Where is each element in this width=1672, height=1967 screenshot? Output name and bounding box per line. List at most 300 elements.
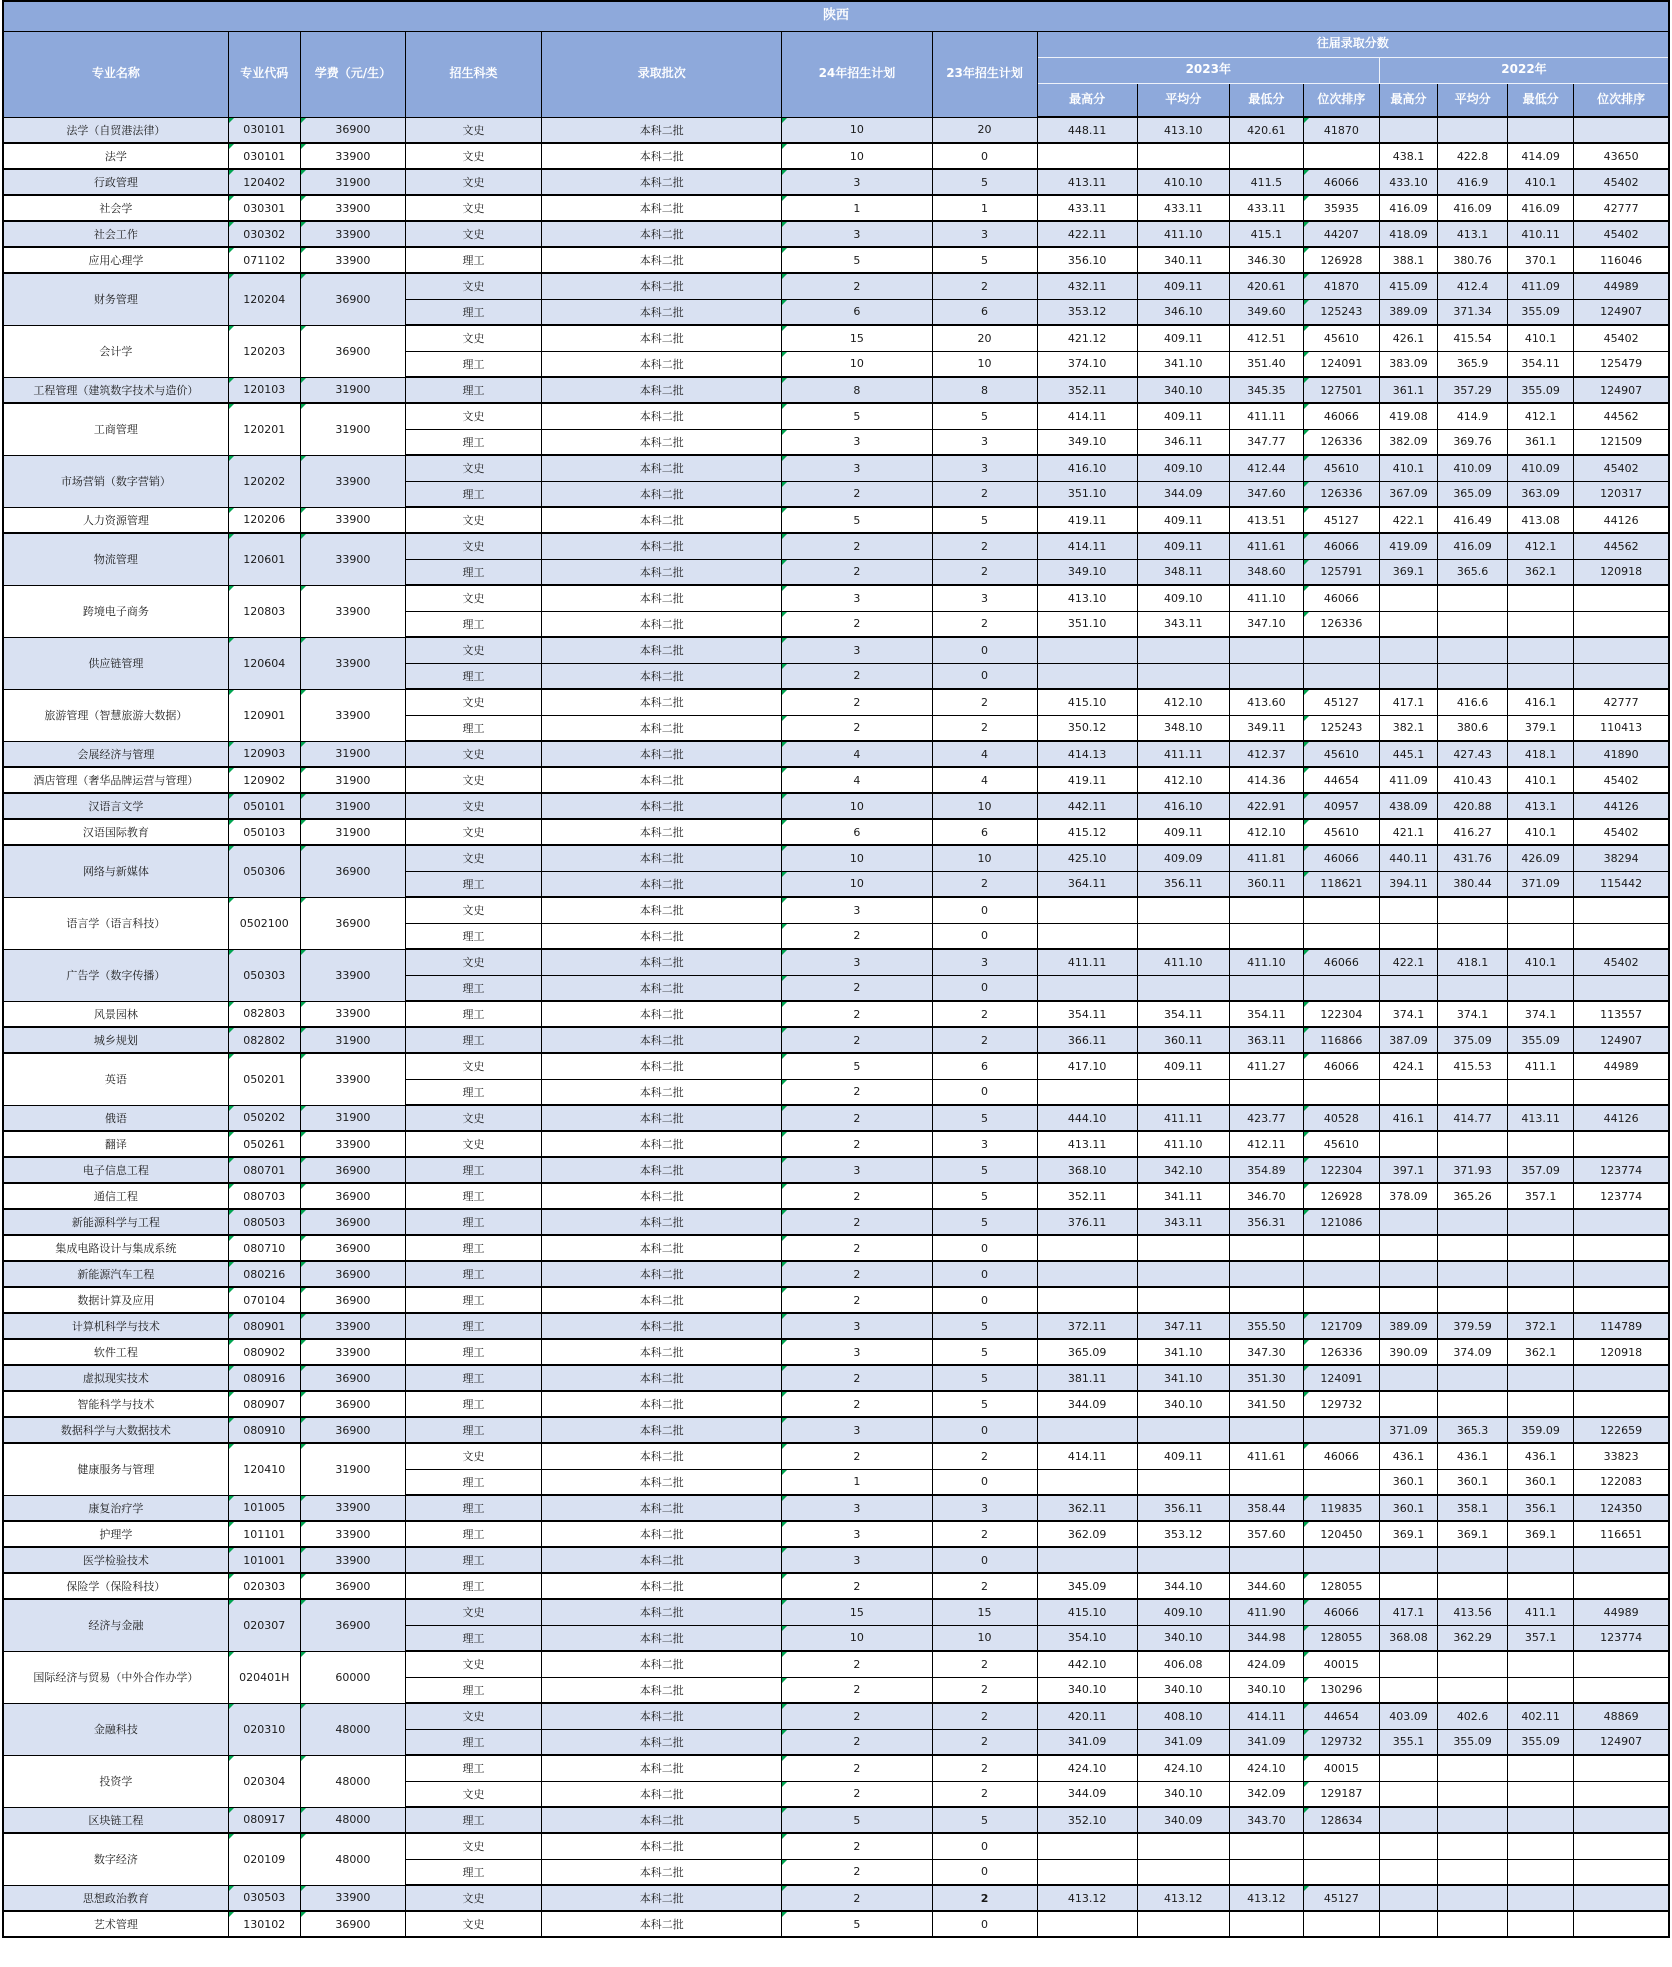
cell-min-2023 [1229,1859,1303,1885]
cell-admission-batch: 本科二批 [542,949,782,975]
cell-admission-batch: 本科二批 [542,1287,782,1313]
cell-admission-batch: 本科二批 [542,1417,782,1443]
table-row [3,1417,1669,1443]
admission-score-sheet [2,0,1670,1938]
cell-min-2022 [1508,117,1574,143]
cell-admission-batch: 本科二批 [542,663,782,689]
cell-plan-2024: 2 [782,1833,932,1859]
cell-max-2022: 445.1 [1379,741,1437,767]
cell-min-2022: 413.1 [1508,793,1574,819]
cell-rank-2022: 124907 [1574,1027,1669,1053]
cell-avg-2023: 348.10 [1137,715,1229,741]
cell-avg-2022 [1438,1651,1508,1677]
cell-max-2022: 382.1 [1379,715,1437,741]
cell-max-2022: 433.10 [1379,169,1437,195]
table-row [3,1755,1669,1781]
cell-subject-category: 理工 [405,1625,541,1651]
cell-tuition-fee: 31900 [300,741,405,767]
cell-rank-2023 [1303,1235,1379,1261]
cell-major-code: 120803 [228,585,300,637]
cell-tuition-fee: 33900 [300,1313,405,1339]
cell-subject-category: 文史 [405,1651,541,1677]
cell-admission-batch: 本科二批 [542,1235,782,1261]
cell-max-2023: 415.10 [1037,1599,1137,1625]
cell-admission-batch: 本科二批 [542,1339,782,1365]
cell-max-2023: 351.10 [1037,611,1137,637]
cell-tuition-fee: 33900 [300,455,405,507]
cell-tuition-fee: 31900 [300,793,405,819]
cell-admission-batch: 本科二批 [542,1261,782,1287]
cell-max-2023: 448.11 [1037,117,1137,143]
cell-rank-2022 [1574,1573,1669,1599]
cell-avg-2023: 340.09 [1137,1807,1229,1833]
cell-admission-batch: 本科二批 [542,195,782,221]
cell-max-2023: 442.11 [1037,793,1137,819]
table-row [3,273,1669,299]
cell-avg-2023 [1137,1859,1229,1885]
col-header-avg-2022: 平均分 [1438,83,1508,117]
cell-plan-2024: 5 [782,1911,932,1937]
cell-rank-2022: 44989 [1574,1053,1669,1079]
cell-max-2023 [1037,1079,1137,1105]
cell-rank-2023: 126336 [1303,1339,1379,1365]
cell-avg-2023 [1137,1235,1229,1261]
cell-avg-2022: 360.1 [1438,1469,1508,1495]
cell-rank-2023 [1303,1911,1379,1937]
cell-rank-2023: 125791 [1303,559,1379,585]
cell-plan-2023: 2 [932,1521,1037,1547]
cell-max-2023: 351.10 [1037,481,1137,507]
cell-admission-batch: 本科二批 [542,1781,782,1807]
cell-plan-2024: 2 [782,1365,932,1391]
cell-max-2022 [1379,1651,1437,1677]
cell-major-name: 物流管理 [3,533,228,585]
cell-max-2023: 381.11 [1037,1365,1137,1391]
cell-plan-2024: 10 [782,845,932,871]
cell-min-2022 [1508,1235,1574,1261]
col-header-avg-2023: 平均分 [1137,83,1229,117]
cell-avg-2022 [1438,1391,1508,1417]
cell-subject-category: 理工 [405,715,541,741]
cell-rank-2022 [1574,585,1669,611]
col-header-history-scores: 往届录取分数 [1037,31,1669,57]
cell-rank-2022: 122659 [1574,1417,1669,1443]
cell-plan-2023: 2 [932,1703,1037,1729]
cell-avg-2022: 371.34 [1438,299,1508,325]
cell-admission-batch: 本科二批 [542,1313,782,1339]
table-row [3,793,1669,819]
cell-max-2022 [1379,637,1437,663]
cell-plan-2024: 3 [782,1313,932,1339]
cell-major-name: 数据计算及应用 [3,1287,228,1313]
cell-major-name: 康复治疗学 [3,1495,228,1521]
cell-plan-2023: 0 [932,975,1037,1001]
cell-major-code: 080916 [228,1365,300,1391]
cell-rank-2023: 40015 [1303,1651,1379,1677]
cell-admission-batch: 本科二批 [542,1157,782,1183]
cell-admission-batch: 本科二批 [542,1651,782,1677]
cell-max-2022: 411.09 [1379,767,1437,793]
cell-major-code: 080216 [228,1261,300,1287]
cell-tuition-fee: 60000 [300,1651,405,1703]
cell-avg-2023 [1137,1911,1229,1937]
cell-avg-2023: 409.11 [1137,1443,1229,1469]
col-header-max-2022: 最高分 [1379,83,1437,117]
table-row [3,1235,1669,1261]
cell-avg-2023 [1137,1287,1229,1313]
cell-plan-2023: 2 [932,1443,1037,1469]
cell-plan-2024: 3 [782,637,932,663]
cell-rank-2023 [1303,1079,1379,1105]
cell-major-name: 通信工程 [3,1183,228,1209]
cell-avg-2022 [1438,611,1508,637]
table-row [3,1521,1669,1547]
cell-subject-category: 文史 [405,325,541,351]
cell-subject-category: 文史 [405,1599,541,1625]
cell-admission-batch: 本科二批 [542,1521,782,1547]
cell-avg-2023 [1137,1079,1229,1105]
cell-min-2023 [1229,663,1303,689]
cell-max-2023 [1037,975,1137,1001]
cell-plan-2023: 3 [932,221,1037,247]
cell-tuition-fee: 33900 [300,689,405,741]
cell-admission-batch: 本科二批 [542,1027,782,1053]
cell-subject-category: 文史 [405,1781,541,1807]
cell-major-name: 汉语言文学 [3,793,228,819]
cell-plan-2024: 10 [782,871,932,897]
cell-plan-2024: 3 [782,1547,932,1573]
cell-rank-2023: 40957 [1303,793,1379,819]
cell-plan-2023: 0 [932,1261,1037,1287]
cell-avg-2022 [1438,1677,1508,1703]
cell-avg-2023: 413.12 [1137,1885,1229,1911]
table-row [3,195,1669,221]
cell-plan-2024: 2 [782,1677,932,1703]
cell-subject-category: 理工 [405,559,541,585]
cell-admission-batch: 本科二批 [542,1443,782,1469]
cell-min-2023: 347.60 [1229,481,1303,507]
cell-avg-2023 [1137,1261,1229,1287]
cell-min-2023: 343.70 [1229,1807,1303,1833]
table-row [3,689,1669,715]
cell-subject-category: 文史 [405,169,541,195]
cell-max-2022 [1379,585,1437,611]
cell-avg-2023: 416.10 [1137,793,1229,819]
cell-subject-category: 理工 [405,1417,541,1443]
cell-tuition-fee: 33900 [300,1001,405,1027]
cell-rank-2022 [1574,1235,1669,1261]
col-header-plan24: 24年招生计划 [782,31,932,117]
cell-min-2023: 349.60 [1229,299,1303,325]
cell-rank-2023: 35935 [1303,195,1379,221]
cell-plan-2024: 2 [782,1443,932,1469]
region-title: 陕西 [3,1,1669,31]
cell-rank-2022: 45402 [1574,221,1669,247]
cell-rank-2023: 122304 [1303,1157,1379,1183]
cell-plan-2024: 2 [782,1859,932,1885]
cell-tuition-fee: 33900 [300,143,405,169]
cell-avg-2023: 343.11 [1137,611,1229,637]
cell-max-2023: 356.10 [1037,247,1137,273]
cell-plan-2023: 5 [932,247,1037,273]
cell-min-2023: 414.36 [1229,767,1303,793]
cell-major-name: 翻译 [3,1131,228,1157]
table-row [3,637,1669,663]
cell-subject-category: 理工 [405,1677,541,1703]
cell-avg-2022 [1438,975,1508,1001]
cell-plan-2023: 0 [932,1469,1037,1495]
cell-max-2022 [1379,1833,1437,1859]
cell-min-2022: 411.1 [1508,1053,1574,1079]
cell-min-2022: 412.1 [1508,403,1574,429]
cell-major-name: 汉语国际教育 [3,819,228,845]
cell-min-2022 [1508,1131,1574,1157]
cell-max-2023: 413.11 [1037,169,1137,195]
cell-max-2022: 383.09 [1379,351,1437,377]
cell-admission-batch: 本科二批 [542,299,782,325]
cell-major-code: 020310 [228,1703,300,1755]
cell-rank-2022: 44562 [1574,533,1669,559]
cell-min-2023: 412.11 [1229,1131,1303,1157]
cell-avg-2022: 380.44 [1438,871,1508,897]
cell-min-2022: 360.1 [1508,1469,1574,1495]
table-row [3,169,1669,195]
cell-min-2023: 341.09 [1229,1729,1303,1755]
cell-major-name: 医学检验技术 [3,1547,228,1573]
cell-plan-2024: 2 [782,611,932,637]
table-row [3,221,1669,247]
cell-subject-category: 理工 [405,247,541,273]
cell-rank-2022: 44126 [1574,793,1669,819]
cell-plan-2023: 2 [932,1755,1037,1781]
cell-rank-2022: 42777 [1574,689,1669,715]
cell-avg-2022 [1438,1781,1508,1807]
cell-plan-2023: 0 [932,1417,1037,1443]
cell-plan-2024: 4 [782,767,932,793]
cell-plan-2024: 3 [782,1495,932,1521]
cell-major-code: 080910 [228,1417,300,1443]
table-row [3,1365,1669,1391]
cell-plan-2023: 2 [932,689,1037,715]
cell-rank-2023: 129732 [1303,1391,1379,1417]
cell-min-2022 [1508,975,1574,1001]
cell-admission-batch: 本科二批 [542,377,782,403]
cell-max-2023: 432.11 [1037,273,1137,299]
cell-min-2022: 371.09 [1508,871,1574,897]
cell-plan-2023: 2 [932,1729,1037,1755]
cell-max-2022 [1379,1391,1437,1417]
cell-major-name: 酒店管理（奢华品牌运营与管理） [3,767,228,793]
cell-plan-2024: 2 [782,1131,932,1157]
cell-rank-2022 [1574,1833,1669,1859]
cell-min-2022 [1508,1261,1574,1287]
cell-avg-2023: 347.11 [1137,1313,1229,1339]
cell-plan-2023: 2 [932,273,1037,299]
cell-subject-category: 理工 [405,871,541,897]
cell-major-name: 智能科学与技术 [3,1391,228,1417]
cell-rank-2023: 45127 [1303,507,1379,533]
cell-max-2022 [1379,923,1437,949]
cell-rank-2022: 45402 [1574,819,1669,845]
cell-max-2022: 422.1 [1379,507,1437,533]
cell-max-2023 [1037,1287,1137,1313]
table-row [3,1027,1669,1053]
cell-plan-2023: 2 [932,1001,1037,1027]
cell-plan-2023: 0 [932,923,1037,949]
cell-tuition-fee: 36900 [300,1261,405,1287]
cell-plan-2024: 3 [782,455,932,481]
cell-max-2023 [1037,1261,1137,1287]
cell-admission-batch: 本科二批 [542,923,782,949]
cell-subject-category: 理工 [405,1729,541,1755]
cell-min-2022: 361.1 [1508,429,1574,455]
cell-rank-2022 [1574,1885,1669,1911]
cell-rank-2022 [1574,117,1669,143]
header-row-main [3,31,1669,57]
cell-major-code: 020304 [228,1755,300,1807]
cell-avg-2023: 409.11 [1137,325,1229,351]
cell-min-2022: 357.1 [1508,1625,1574,1651]
cell-min-2023: 423.77 [1229,1105,1303,1131]
cell-admission-batch: 本科二批 [542,1729,782,1755]
cell-plan-2024: 10 [782,793,932,819]
cell-max-2023 [1037,1417,1137,1443]
cell-max-2022 [1379,897,1437,923]
cell-min-2023: 412.51 [1229,325,1303,351]
cell-max-2023 [1037,1547,1137,1573]
cell-max-2023: 344.09 [1037,1781,1137,1807]
cell-rank-2022 [1574,1079,1669,1105]
cell-min-2022: 412.1 [1508,533,1574,559]
cell-rank-2022: 123774 [1574,1625,1669,1651]
cell-avg-2022: 416.09 [1438,195,1508,221]
cell-min-2023: 411.10 [1229,585,1303,611]
cell-min-2022 [1508,1755,1574,1781]
cell-max-2022: 369.1 [1379,559,1437,585]
cell-min-2022: 410.11 [1508,221,1574,247]
cell-rank-2022: 45402 [1574,767,1669,793]
cell-rank-2023: 124091 [1303,351,1379,377]
cell-rank-2023: 46066 [1303,585,1379,611]
cell-major-name: 法学 [3,143,228,169]
cell-max-2023: 354.10 [1037,1625,1137,1651]
cell-rank-2023: 46066 [1303,403,1379,429]
cell-avg-2022 [1438,897,1508,923]
cell-rank-2023: 45610 [1303,741,1379,767]
cell-max-2022 [1379,1911,1437,1937]
cell-subject-category: 理工 [405,1573,541,1599]
cell-avg-2022 [1438,1209,1508,1235]
table-row [3,1599,1669,1625]
cell-major-name: 会展经济与管理 [3,741,228,767]
cell-min-2023: 420.61 [1229,273,1303,299]
cell-tuition-fee: 36900 [300,1599,405,1651]
cell-plan-2023: 5 [932,507,1037,533]
cell-major-name: 健康服务与管理 [3,1443,228,1495]
cell-rank-2023: 46066 [1303,1599,1379,1625]
cell-major-code: 080703 [228,1183,300,1209]
cell-max-2022 [1379,117,1437,143]
cell-major-code: 050306 [228,845,300,897]
cell-avg-2022: 375.09 [1438,1027,1508,1053]
cell-major-code: 120103 [228,377,300,403]
cell-plan-2024: 2 [782,1573,932,1599]
cell-rank-2022 [1574,1287,1669,1313]
cell-avg-2023: 356.11 [1137,1495,1229,1521]
table-row [3,377,1669,403]
cell-subject-category: 理工 [405,481,541,507]
cell-admission-batch: 本科二批 [542,1469,782,1495]
cell-avg-2022 [1438,1755,1508,1781]
cell-avg-2022: 410.43 [1438,767,1508,793]
cell-subject-category: 文史 [405,897,541,923]
cell-tuition-fee: 33900 [300,1495,405,1521]
cell-plan-2024: 2 [782,481,932,507]
cell-subject-category: 理工 [405,1521,541,1547]
cell-rank-2022: 120918 [1574,1339,1669,1365]
cell-avg-2023: 341.10 [1137,351,1229,377]
cell-avg-2023 [1137,897,1229,923]
cell-rank-2022 [1574,1209,1669,1235]
cell-plan-2023: 20 [932,325,1037,351]
cell-rank-2022: 115442 [1574,871,1669,897]
cell-min-2022 [1508,1651,1574,1677]
cell-tuition-fee: 36900 [300,1235,405,1261]
cell-max-2023: 354.11 [1037,1001,1137,1027]
cell-major-name: 新能源科学与工程 [3,1209,228,1235]
cell-major-code: 080701 [228,1157,300,1183]
cell-plan-2024: 2 [782,1287,932,1313]
cell-major-code: 120204 [228,273,300,325]
cell-max-2023: 345.09 [1037,1573,1137,1599]
cell-rank-2023 [1303,1469,1379,1495]
cell-rank-2023: 122304 [1303,1001,1379,1027]
cell-min-2023: 412.44 [1229,455,1303,481]
cell-major-code: 082802 [228,1027,300,1053]
cell-min-2023: 349.11 [1229,715,1303,741]
cell-min-2022: 363.09 [1508,481,1574,507]
cell-avg-2022: 427.43 [1438,741,1508,767]
cell-subject-category: 理工 [405,1391,541,1417]
cell-major-name: 虚拟现实技术 [3,1365,228,1391]
cell-admission-batch: 本科二批 [542,1131,782,1157]
cell-tuition-fee: 36900 [300,325,405,377]
cell-major-name: 俄语 [3,1105,228,1131]
table-row [3,1001,1669,1027]
cell-avg-2022 [1438,1235,1508,1261]
cell-min-2023 [1229,1287,1303,1313]
cell-max-2022 [1379,1677,1437,1703]
cell-tuition-fee: 33900 [300,1131,405,1157]
cell-avg-2022: 431.76 [1438,845,1508,871]
cell-avg-2022: 355.09 [1438,1729,1508,1755]
cell-max-2022: 371.09 [1379,1417,1437,1443]
cell-rank-2023 [1303,1547,1379,1573]
cell-plan-2024: 3 [782,1417,932,1443]
cell-min-2022: 413.08 [1508,507,1574,533]
cell-tuition-fee: 33900 [300,637,405,689]
cell-subject-category: 理工 [405,1859,541,1885]
cell-admission-batch: 本科二批 [542,117,782,143]
cell-rank-2023: 46066 [1303,845,1379,871]
cell-subject-category: 理工 [405,1313,541,1339]
table-row [3,1131,1669,1157]
cell-plan-2023: 2 [932,533,1037,559]
cell-subject-category: 文史 [405,143,541,169]
cell-admission-batch: 本科二批 [542,247,782,273]
cell-avg-2022: 380.6 [1438,715,1508,741]
cell-major-name: 区块链工程 [3,1807,228,1833]
